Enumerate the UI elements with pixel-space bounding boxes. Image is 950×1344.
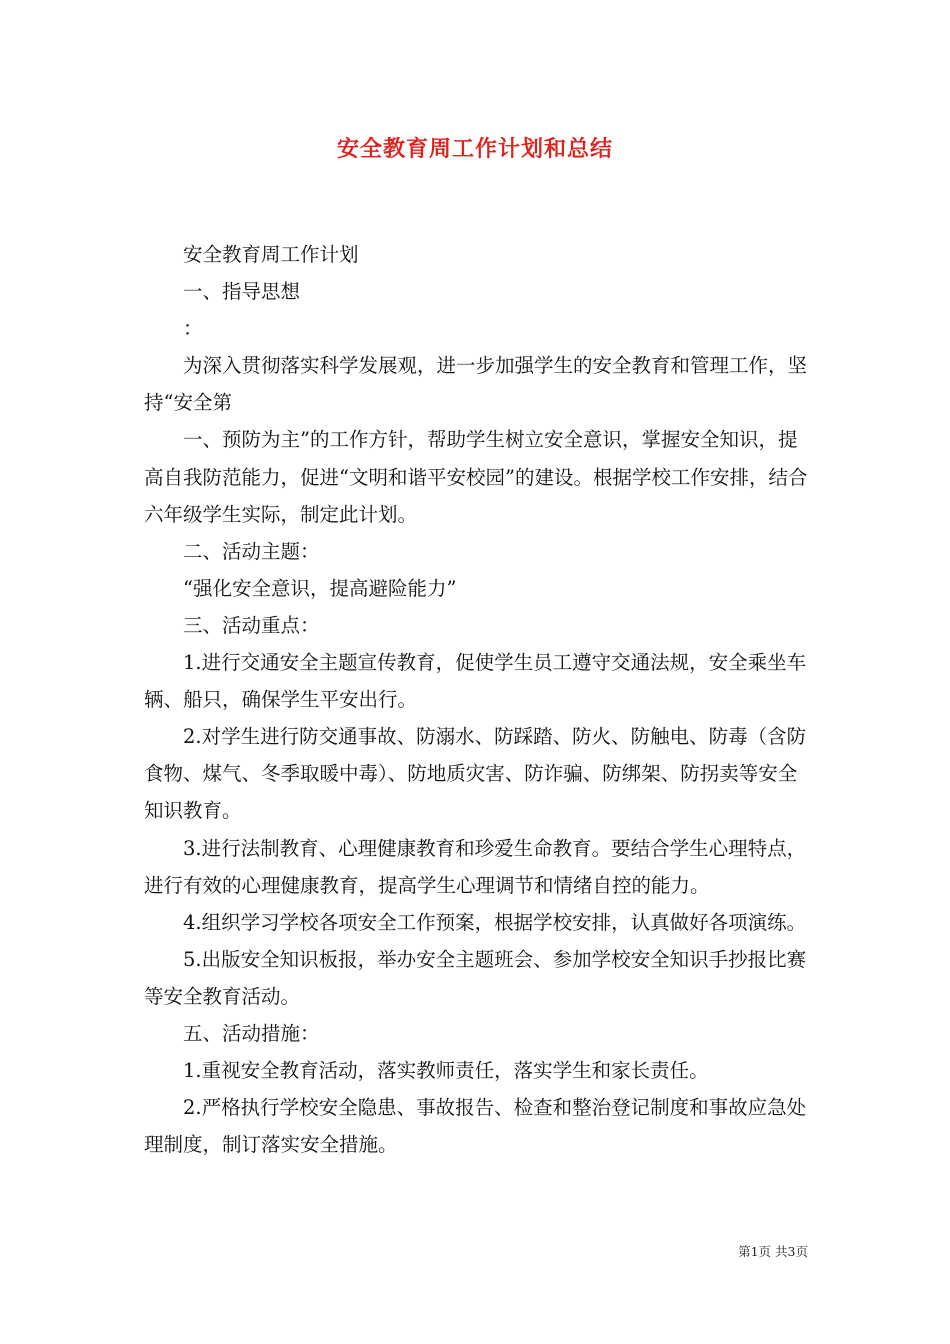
activity-theme-slogan: “强化安全意识，提高避险能力” (183, 576, 457, 600)
heading-guiding-thought: 一、指导思想 (183, 280, 301, 304)
paragraph-intro: 为深入贯彻落实科学发展观，进一步加强学生的安全教育和管理工作，坚持“安全第 (144, 354, 808, 415)
paragraph-policy: 一、预防为主”的工作方针，帮助学生树立安全意识，掌握安全知识，提高自我防范能力，促进“文明和谐平安校园”的建设。根据学校工作安排，结合六年级学生实际，制定此计划。 (144, 428, 808, 526)
heading-activity-theme: 二、活动主题： (183, 539, 320, 563)
focus-item-3: 3.进行法制教育、心理健康教育和珍爱生命教育。要结合学生心理特点，进行有效的心理健康教育，提高学生心理调节和情绪自控的能力。 (144, 836, 807, 897)
heading-activity-focus: 三、活动重点： (183, 613, 320, 637)
focus-item-4: 4.组织学习学校各项安全工作预案，根据学校安排，认真做好各项演练。 (183, 910, 807, 934)
heading-activity-measures: 五、活动措施： (183, 1021, 320, 1045)
colon-line: ： (183, 317, 203, 341)
measure-item-2: 2.严格执行学校安全隐患、事故报告、检查和整治登记制度和事故应急处理制度，制订落实安全措施。 (144, 1096, 807, 1157)
focus-item-5: 5.出版安全知识板报，举办安全主题班会、参加学校安全知识手抄报比赛等安全教育活动。 (144, 947, 807, 1008)
measure-item-1: 1.重视安全教育活动，落实教师责任，落实学生和家长责任。 (183, 1059, 709, 1083)
section-heading-plan: 安全教育周工作计划 (183, 243, 359, 266)
focus-item-1: 1.进行交通安全主题宣传教育，促使学生员工遵守交通法规，安全乘坐车辆、船只，确保学生平安出行。 (144, 651, 807, 712)
page-number-footer: 第1页 共3页 (738, 1244, 808, 1259)
document-body (144, 236, 808, 1163)
focus-item-2: 2.对学生进行防交通事故、防溺水、防踩踏、防火、防触电、防毒（含防食物、煤气、冬季取暖中毒）、防地质灾害、防诈骗、防绑架、防拐卖等安全知识教育。 (144, 725, 807, 823)
document-title: 安全教育周工作计划和总结 (336, 136, 613, 162)
